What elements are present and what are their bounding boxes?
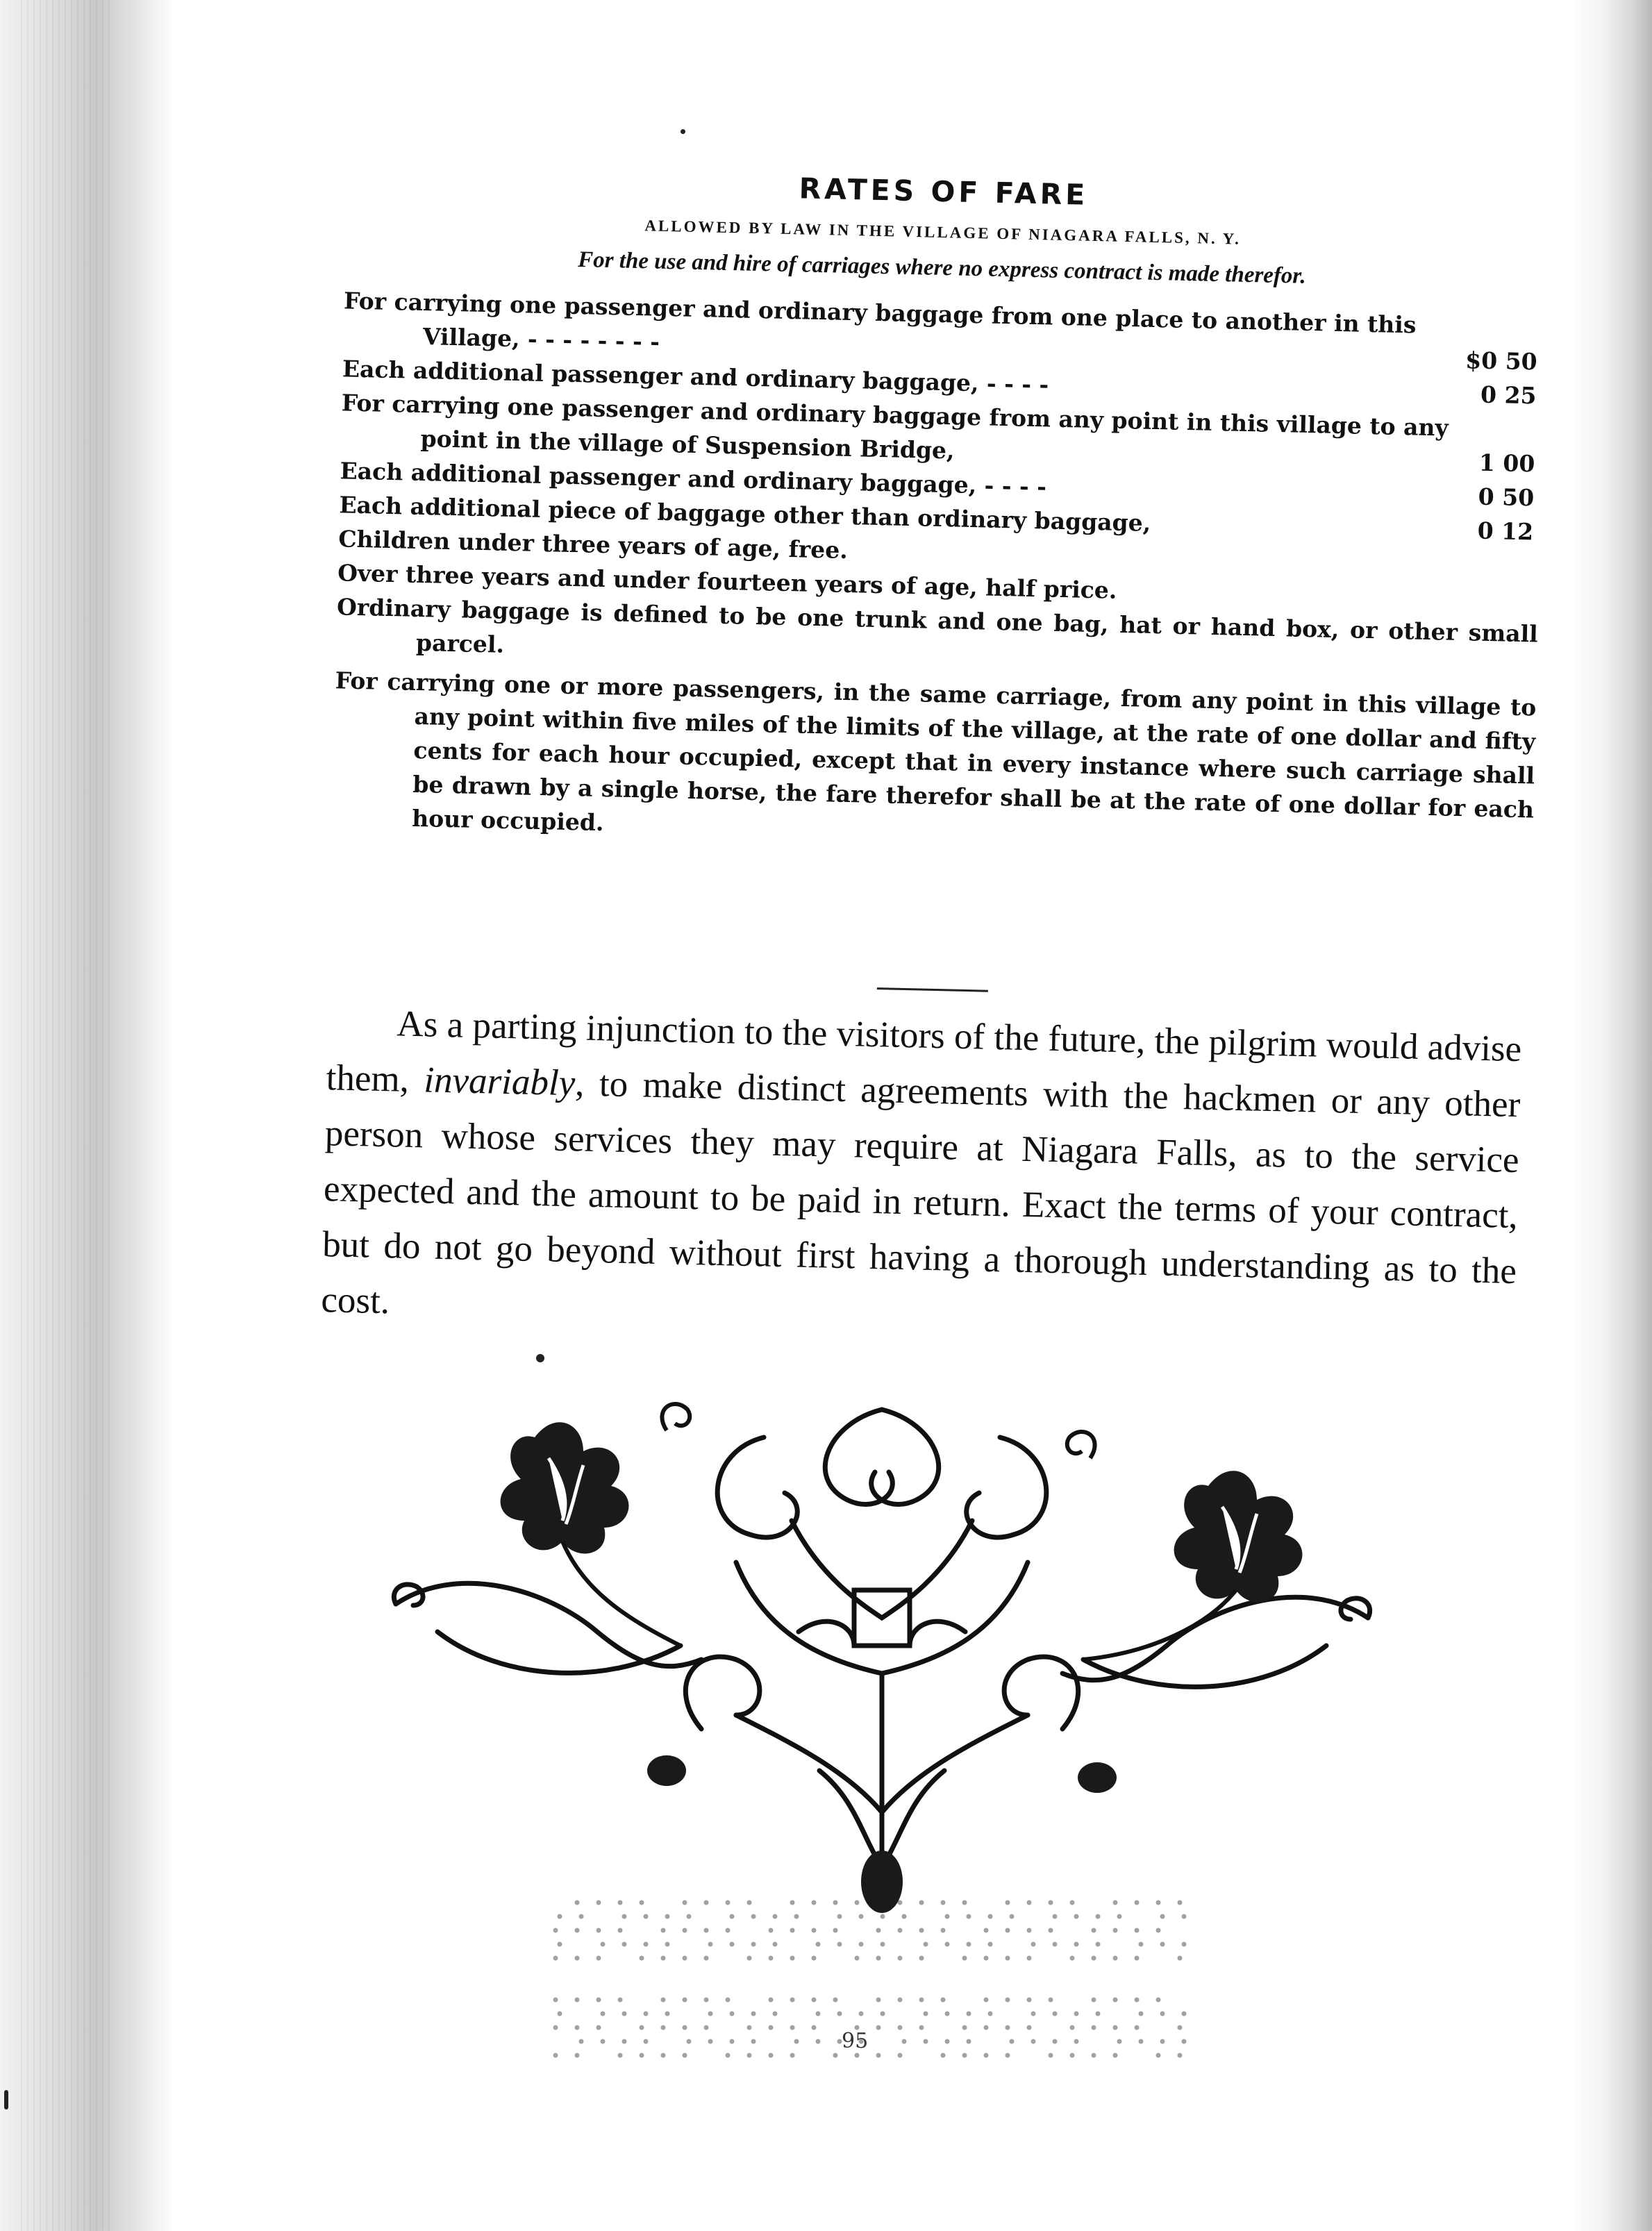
perforation-dot: [1113, 1928, 1118, 1933]
perforation-dot: [596, 1900, 601, 1905]
rate-amount: 0 50: [1478, 483, 1535, 512]
perforation-dot: [941, 1900, 946, 1905]
perforation-dot: [988, 1942, 993, 1947]
perforation-dot: [812, 1900, 817, 1905]
perforation-dot: [1135, 1998, 1140, 2003]
paragraph-text-start: As a parting injunction to the visitors of the future, the pilgrim would advise them,: [326, 1003, 1522, 1101]
perforation-dot: [988, 1914, 993, 1919]
perforation-dot: [1113, 2053, 1118, 2058]
perforation-dot: [704, 2025, 709, 2030]
perforation-dot: [622, 2039, 627, 2044]
page-edge-left: [0, 0, 174, 2231]
perforation-dot: [898, 2025, 903, 2030]
perforation-dot: [790, 2053, 795, 2058]
rate-text: For carrying one passenger and ordinary baggage from any point in this village to any point in the village of Suspension Bridge,: [341, 389, 1449, 465]
perforation-dot: [596, 2025, 601, 2030]
perforation-dot: [902, 1914, 907, 1919]
perforation-dot: [618, 1928, 623, 1933]
perforation-dot: [1117, 2039, 1122, 2044]
perforation-dot: [1092, 1928, 1096, 1933]
perforation-dot: [1178, 1956, 1183, 1961]
closing-paragraph: [321, 994, 1522, 1355]
perforation-dot: [769, 1998, 774, 2003]
perforation-dot: [833, 1998, 838, 2003]
perforation-dot: [751, 2012, 756, 2016]
perforation-dot: [1074, 2039, 1079, 2044]
perforation-dot: [919, 1900, 924, 1905]
perforation-dot: [967, 2012, 971, 2016]
perforation-dot: [816, 1942, 821, 1947]
perforation-dot: [1117, 1914, 1122, 1919]
perforation-dot: [596, 1956, 601, 1961]
perforation-dot: [1070, 1956, 1075, 1961]
perforation-dot: [730, 1914, 735, 1919]
perforation-dot: [683, 1998, 687, 2003]
perforation-dot: [876, 2025, 881, 2030]
perforation-dot: [618, 1900, 623, 1905]
perforation-dot: [622, 2012, 627, 2016]
perforation-dot: [618, 1998, 623, 2003]
perforation-dot: [1178, 2025, 1183, 2030]
perforation-dot: [794, 2039, 799, 2044]
perforation-dot: [644, 1914, 649, 1919]
perforation-dot: [945, 1914, 950, 1919]
perforation-dot: [708, 2039, 713, 2044]
perforation-dot: [812, 2025, 817, 2030]
perforation-dot: [1092, 1998, 1096, 2003]
perforation-dot: [1092, 1956, 1096, 1961]
perforation-dot: [962, 2025, 967, 2030]
ink-speck: [4, 2090, 8, 2109]
perforation-dot: [837, 2012, 842, 2016]
perforation-dot: [876, 1956, 881, 1961]
perforation-dot: [876, 2053, 881, 2058]
page-number: 95: [842, 2029, 869, 2053]
perforation-dot: [601, 2012, 606, 2016]
perforation-dot: [790, 1998, 795, 2003]
perforation-dot: [644, 2039, 649, 2044]
perforation-dot: [665, 2012, 670, 2016]
perforation-dot: [687, 2039, 692, 2044]
perforation-dot: [1156, 1928, 1161, 1933]
perforation-dot: [575, 1956, 580, 1961]
perforation-dot: [855, 1900, 860, 1905]
perforation-dot: [790, 2025, 795, 2030]
perforation-dot: [644, 1942, 649, 1947]
rate-amount: 0 25: [1480, 381, 1537, 410]
perforation-dot: [1027, 1928, 1032, 1933]
perforation-dot: [575, 2025, 580, 2030]
perforation-dot: [967, 1942, 971, 1947]
perforation-dot: [876, 1928, 881, 1933]
perforation-dot: [1006, 1928, 1010, 1933]
perforation-dot: [1135, 1900, 1140, 1905]
perforation-dot: [816, 2012, 821, 2016]
perforation-dot: [898, 1956, 903, 1961]
rate-text: Each additional passenger and ordinary baggage, - - - -: [342, 355, 1049, 399]
perforation-dot: [661, 1956, 666, 1961]
perforation-dot: [640, 1900, 644, 1905]
perforation-dot: [1113, 1900, 1118, 1905]
perforation-dot: [812, 1998, 817, 2003]
perforation-dot: [794, 1914, 799, 1919]
perforation-dot: [704, 1928, 709, 1933]
perforation-dot: [747, 1956, 752, 1961]
perforation-dot: [1006, 1998, 1010, 2003]
perforation-dot: [769, 1956, 774, 1961]
perforation-dot: [751, 1942, 756, 1947]
perforation-dot: [596, 1928, 601, 1933]
perforation-dot: [919, 1998, 924, 2003]
perforation-dot: [941, 2053, 946, 2058]
perforation-dot: [558, 2012, 562, 2016]
perforation-dot: [898, 1998, 903, 2003]
perforation-dot: [1027, 1998, 1032, 2003]
perforation-dot: [704, 1956, 709, 1961]
perforation-dot: [1027, 1900, 1032, 1905]
perforation-dot: [1160, 1914, 1165, 1919]
page-title: RATES OF FARE: [799, 172, 1089, 212]
perforation-dot: [640, 2053, 644, 2058]
perforation-dot: [1006, 2025, 1010, 2030]
rate-text: Each additional passenger and ordinary baggage, - - - -: [340, 457, 1047, 501]
perforation-dot: [1160, 2039, 1165, 2044]
perforation-dot: [855, 1956, 860, 1961]
perforation-dot: [773, 2012, 778, 2016]
perforation-dot: [1135, 1956, 1140, 1961]
perforation-dot: [919, 1928, 924, 1933]
perforation-dot: [661, 2025, 666, 2030]
perforation-dot: [1182, 2039, 1187, 2044]
perforation-dot: [1031, 2012, 1036, 2016]
rate-amount: $0 50: [1465, 346, 1538, 376]
perforation-dot: [553, 1928, 558, 1933]
perforation-dot: [919, 1956, 924, 1961]
perforation-dot: [1178, 2053, 1183, 2058]
perforation-dot: [1160, 2012, 1165, 2016]
perforation-dot: [575, 1900, 580, 1905]
perforation-dot: [1113, 1956, 1118, 1961]
perforation-dot: [945, 1942, 950, 1947]
rate-text: For carrying one or more passengers, in the same carriage, from any point in this village to any point within five miles of the limits of the village, at the rate of one dollar and fifty cents for each hour occupied, except that in every instance where such carriage shall be drawn by a single horse, the fare therefor shall be at the rate of one dollar for each hour occupied.: [335, 667, 1537, 837]
perforation-dot: [1182, 2012, 1187, 2016]
perforation-dot: [1160, 1942, 1165, 1947]
perforation-dot: [837, 1942, 842, 1947]
rate-text: Ordinary baggage is defined to be one trunk and one bag, hat or hand box, or other small parcel.: [336, 593, 1539, 658]
perforation-dot: [665, 1914, 670, 1919]
perforation-dot: [747, 1900, 752, 1905]
perforation-dot: [962, 1900, 967, 1905]
perforation-dot: [790, 1956, 795, 1961]
perforation-dot: [1156, 1998, 1161, 2003]
ink-speck: [681, 129, 685, 134]
perforation-dot: [1156, 1900, 1161, 1905]
perforation-dot: [1182, 1914, 1187, 1919]
perforation-dot: [579, 1914, 584, 1919]
perforation-dot: [988, 2012, 993, 2016]
perforation-dot: [553, 1956, 558, 1961]
perforation-dot: [812, 1956, 817, 1961]
perforation-dot: [967, 2039, 971, 2044]
perforation-dot: [704, 1900, 709, 1905]
perforation-dot: [1074, 1942, 1079, 1947]
perforation-dot: [812, 1928, 817, 1933]
perforation-dot: [687, 1914, 692, 1919]
perforation-dot: [1092, 2053, 1096, 2058]
page-edge-right: [1569, 0, 1652, 2231]
perforation-dot: [1113, 1998, 1118, 2003]
perforation-dot: [984, 1928, 989, 1933]
perforation-dot: [1092, 2025, 1096, 2030]
perforation-dot: [1049, 1998, 1053, 2003]
perforation-dot: [730, 2039, 735, 2044]
perforation-dot: [558, 1914, 562, 1919]
perforation-dot: [601, 2039, 606, 2044]
perforation-dot: [1053, 2039, 1058, 2044]
perforation-dot: [833, 2053, 838, 2058]
perforation-dot: [773, 1942, 778, 1947]
perforation-dot: [1049, 1928, 1053, 1933]
perforation-dot: [661, 2053, 666, 2058]
perforation-dot: [683, 2025, 687, 2030]
perforation-dot: [622, 1914, 627, 1919]
rate-text: Each additional piece of baggage other than ordinary baggage,: [339, 491, 1151, 537]
perforation-dot: [1053, 1942, 1058, 1947]
perforation-dot: [1074, 1914, 1079, 1919]
perforation-dot: [984, 1998, 989, 2003]
perforation-dot: [579, 2039, 584, 2044]
perforation-dot: [596, 1998, 601, 2003]
paragraph-emphasis: invariably: [423, 1060, 576, 1104]
perforation-dot: [1049, 2053, 1053, 2058]
perforation-dot: [790, 1928, 795, 1933]
perforation-dot: [1049, 1900, 1053, 1905]
perforation-dot: [747, 2053, 752, 2058]
perforation-dot: [747, 2025, 752, 2030]
perforation-dot: [962, 2053, 967, 2058]
perforation-dot: [1006, 1956, 1010, 1961]
perforation-dot: [1070, 2053, 1075, 2058]
perforation-dot: [661, 1928, 666, 1933]
perforation-dot: [708, 1942, 713, 1947]
perforation-dot: [1006, 1900, 1010, 1905]
perforation-dot: [683, 1956, 687, 1961]
intro-note: For the use and hire of carriages where no express contract is made therefor.: [577, 247, 1307, 289]
perforation-dot: [601, 1942, 606, 1947]
perforation-dot: [1010, 1914, 1015, 1919]
perforation-dot: [898, 1900, 903, 1905]
rate-amount: 0 12: [1477, 517, 1534, 546]
rate-text: Over three years and under fourteen years of age, half price.: [337, 559, 1117, 604]
perforation-dot: [1113, 2025, 1118, 2030]
perforation-dot: [876, 1998, 881, 2003]
perforation-dot: [726, 2053, 731, 2058]
perforation-dot: [1178, 1900, 1183, 1905]
perforation-dot: [704, 1998, 709, 2003]
perforation-dot: [575, 1928, 580, 1933]
perforation-dot: [1096, 2012, 1101, 2016]
page-subtitle: ALLOWED BY LAW IN THE VILLAGE OF NIAGARA FALLS, N. Y.: [644, 217, 1242, 248]
perforation-dot: [1156, 2053, 1161, 2058]
perforation-dot: [1070, 1900, 1075, 1905]
perforation-dot: [1053, 2012, 1058, 2016]
perforation-dot: [855, 2053, 860, 2058]
section-divider: [877, 987, 988, 992]
perforation-dot: [945, 2039, 950, 2044]
perforation-dot: [1027, 2025, 1032, 2030]
perforation-dot: [553, 2025, 558, 2030]
perforation-dot: [837, 1914, 842, 1919]
perforation-dot: [1031, 2039, 1036, 2044]
paragraph-text-end: , to make distinct agreements with the hackmen or any other person whose services they may require at Niagara Falls, as to the service expected and the amount to be paid in return. Exact the terms of your contract, but do not go beyond without first having a thorough understanding as to the cost.: [320, 1063, 1521, 1322]
perforation-dot: [640, 2025, 644, 2030]
perforation-dot: [967, 1914, 971, 1919]
perforation-dot: [919, 2025, 924, 2030]
perforation-dot: [683, 2053, 687, 2058]
perforation-dot: [1053, 1914, 1058, 1919]
perforation-dot: [1031, 1942, 1036, 1947]
perforation-dot: [1027, 1956, 1032, 1961]
perforation-dot: [984, 2053, 989, 2058]
perforation-dot: [644, 2012, 649, 2016]
perforation-dot: [833, 1928, 838, 1933]
perforation-dot: [1135, 1928, 1140, 1933]
perforated-library-stamp-icon: [542, 1875, 1208, 2111]
perforation-dot: [558, 1942, 562, 1947]
perforation-dot: [816, 2039, 821, 2044]
perforation-dot: [1139, 2039, 1144, 2044]
perforation-dot: [962, 1956, 967, 1961]
perforation-dot: [1006, 2053, 1010, 2058]
perforation-dot: [726, 1900, 731, 1905]
perforation-dot: [553, 1998, 558, 2003]
perforation-dot: [751, 2039, 756, 2044]
perforation-dot: [984, 2025, 989, 2030]
perforation-dot: [833, 1900, 838, 1905]
perforation-dot: [769, 1928, 774, 1933]
perforation-dot: [859, 2012, 864, 2016]
rate-entry-hourly: [332, 663, 1537, 860]
perforation-dot: [683, 1900, 687, 1905]
perforation-dot: [881, 2012, 885, 2016]
perforation-dot: [769, 2053, 774, 2058]
perforation-dot: [683, 1928, 687, 1933]
perforation-dot: [618, 2053, 623, 2058]
perforation-dot: [773, 1914, 778, 1919]
perforation-dot: [665, 1942, 670, 1947]
perforation-dot: [730, 1942, 735, 1947]
perforation-dot: [1070, 2025, 1075, 2030]
rates-list: [332, 283, 1539, 860]
perforation-dot: [1096, 1942, 1101, 1947]
perforation-dot: [924, 2012, 928, 2016]
perforation-dot: [575, 2053, 580, 2058]
perforation-dot: [945, 2012, 950, 2016]
perforation-dot: [941, 1998, 946, 2003]
perforation-dot: [1182, 1942, 1187, 1947]
perforation-dot: [898, 1928, 903, 1933]
perforation-dot: [859, 1914, 864, 1919]
perforation-dot: [726, 1998, 731, 2003]
perforation-dot: [1074, 2012, 1079, 2016]
perforation-dot: [730, 2012, 735, 2016]
perforation-dot: [1139, 1942, 1144, 1947]
perforation-dot: [941, 1928, 946, 1933]
perforation-dot: [640, 1956, 644, 1961]
perforation-dot: [898, 2053, 903, 2058]
perforation-dot: [575, 1998, 580, 2003]
perforation-dot: [984, 1956, 989, 1961]
rate-text: Children under three years of age, free.: [337, 525, 849, 564]
rate-amount: 1 00: [1478, 449, 1535, 478]
perforation-dot: [1139, 2012, 1144, 2016]
perforation-dot: [790, 1900, 795, 1905]
perforation-dot: [924, 1942, 928, 1947]
perforation-dot: [661, 1998, 666, 2003]
perforation-dot: [1010, 2039, 1015, 2044]
perforation-dot: [726, 1928, 731, 1933]
perforation-dot: [924, 2039, 928, 2044]
perforation-dot: [751, 1914, 756, 1919]
perforation-dot: [708, 2012, 713, 2016]
perforation-dot: [622, 1942, 627, 1947]
rate-text: For carrying one passenger and ordinary baggage from one place to another in this Village, - - - - - - - -: [343, 287, 1417, 356]
perforation-dot: [881, 1914, 885, 1919]
perforation-dot: [1135, 2025, 1140, 2030]
perforation-dot: [1096, 1914, 1101, 1919]
floral-scroll-ornament-icon: [375, 1382, 1389, 1923]
perforation-dot: [553, 2053, 558, 2058]
perforation-dot: [902, 2039, 907, 2044]
perforation-dot: [881, 1942, 885, 1947]
perforation-dot: [859, 1942, 864, 1947]
perforation-dot: [769, 2025, 774, 2030]
